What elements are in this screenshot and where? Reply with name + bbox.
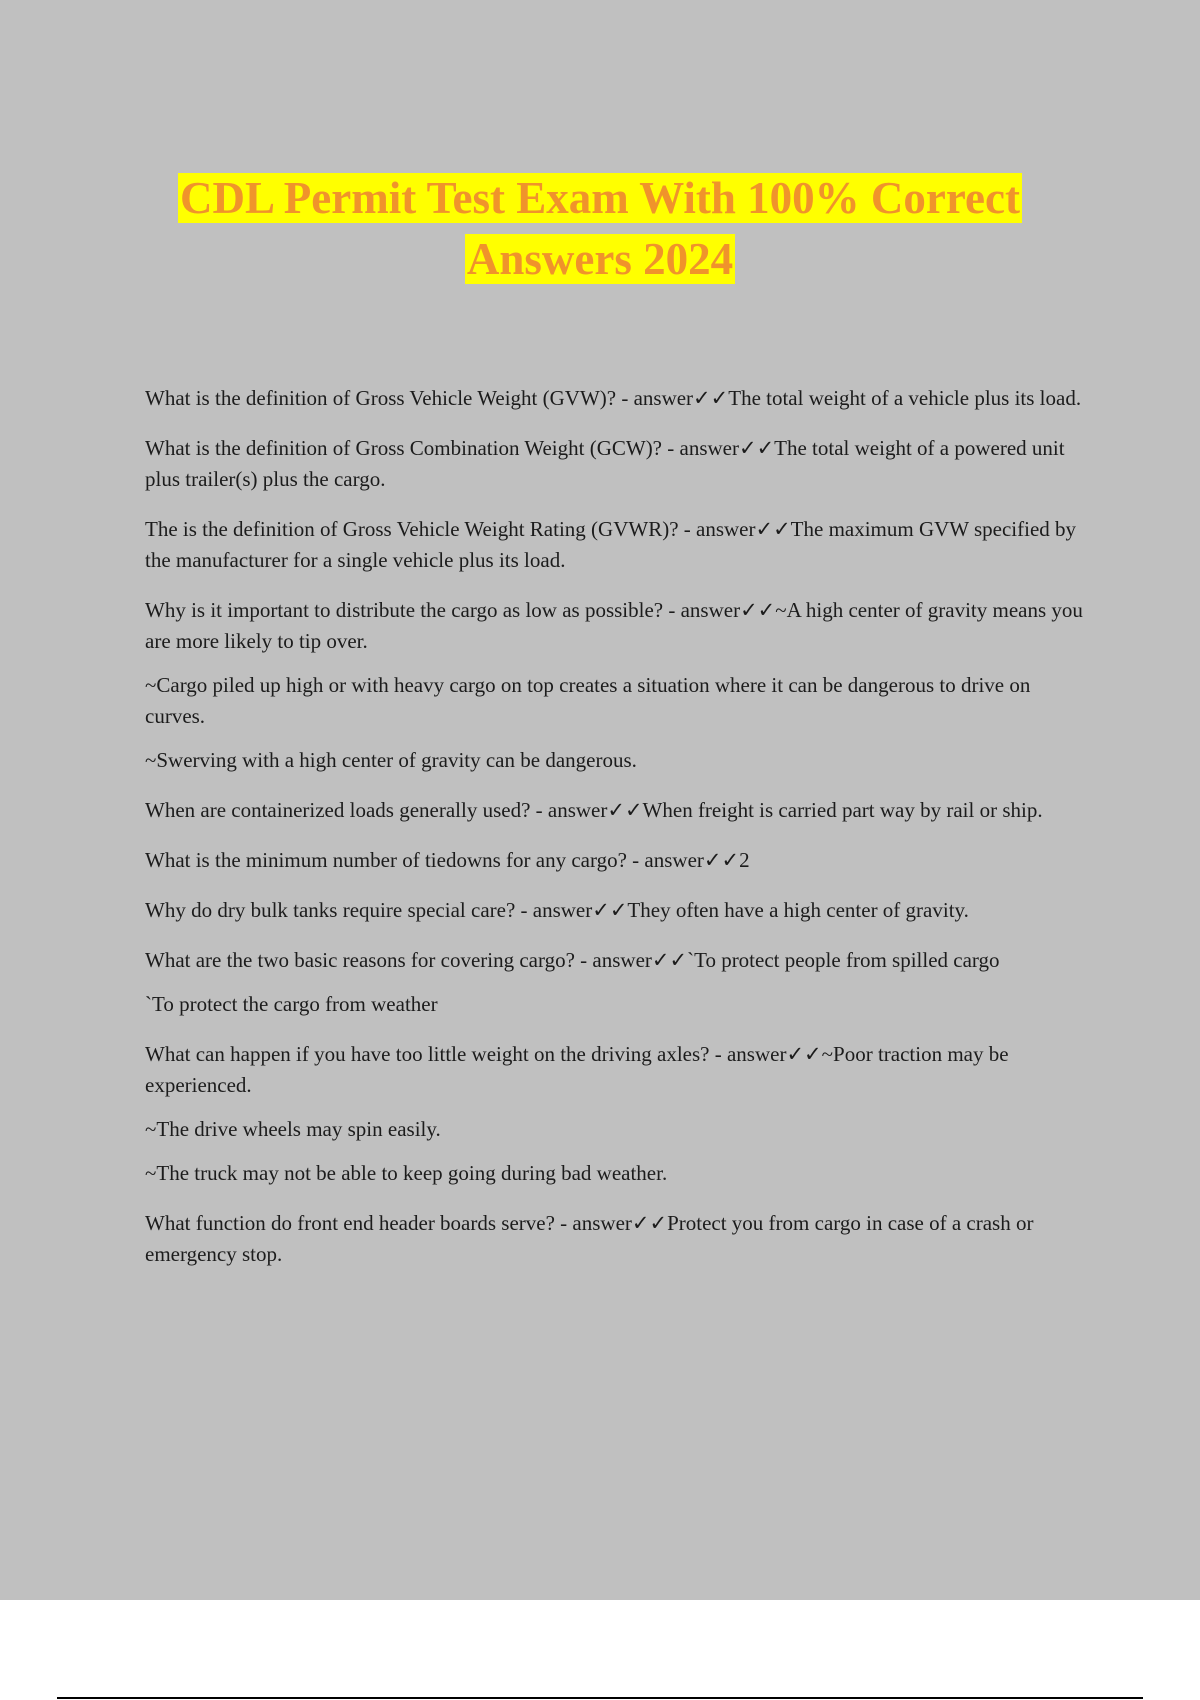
qa-paragraph: Why is it important to distribute the cargo as low as possible? - answer✓✓~A high center of gravity means you are more likely to tip over. [145,598,1083,653]
page-bottom-rule [57,1697,1143,1699]
title-line-1: CDL Permit Test Exam With 100% Correct [180,173,1020,223]
qa-paragraph: ~The truck may not be able to keep going during bad weather. [145,1161,668,1185]
qa-paragraph: What is the definition of Gross Combination Weight (GCW)? - answer✓✓The total weight of a powered unit plus trailer(s) plus the cargo. [145,436,1065,491]
qa-paragraph: ~The drive wheels may spin easily. [145,1117,441,1141]
qa-paragraph: The is the definition of Gross Vehicle Weight Rating (GVWR)? - answer✓✓The maximum GVW specified by the manufacturer for a single vehicle plus its load. [145,517,1077,572]
qa-paragraph: What is the definition of Gross Vehicle Weight (GVW)? - answer✓✓The total weight of a vehicle plus its load. [145,386,1082,410]
qa-paragraph: Why do dry bulk tanks require special care? - answer✓✓They often have a high center of gravity. [145,898,969,922]
qa-paragraph: ~Cargo piled up high or with heavy cargo on top creates a situation where it can be dangerous to drive on curves. [145,673,1031,728]
title-line-2: Answers 2024 [466,234,734,284]
qa-paragraph: When are containerized loads generally used? - answer✓✓When freight is carried part way by rail or ship. [145,798,1043,822]
qa-paragraph: What are the two basic reasons for covering cargo? - answer✓✓`To protect people from spilled cargo [145,948,1000,972]
qa-paragraph: What is the minimum number of tiedowns for any cargo? - answer✓✓2 [145,848,750,872]
document-title [0,168,1200,290]
qa-paragraph: What can happen if you have too little weight on the driving axles? - answer✓✓~Poor traction may be experienced. [145,1042,1009,1097]
question-answer-list [145,383,1095,1289]
qa-paragraph: ~Swerving with a high center of gravity can be dangerous. [145,748,637,772]
qa-paragraph: What function do front end header boards serve? - answer✓✓Protect you from cargo in case of a crash or emergency stop. [145,1211,1034,1266]
qa-paragraph: `To protect the cargo from weather [145,992,438,1016]
